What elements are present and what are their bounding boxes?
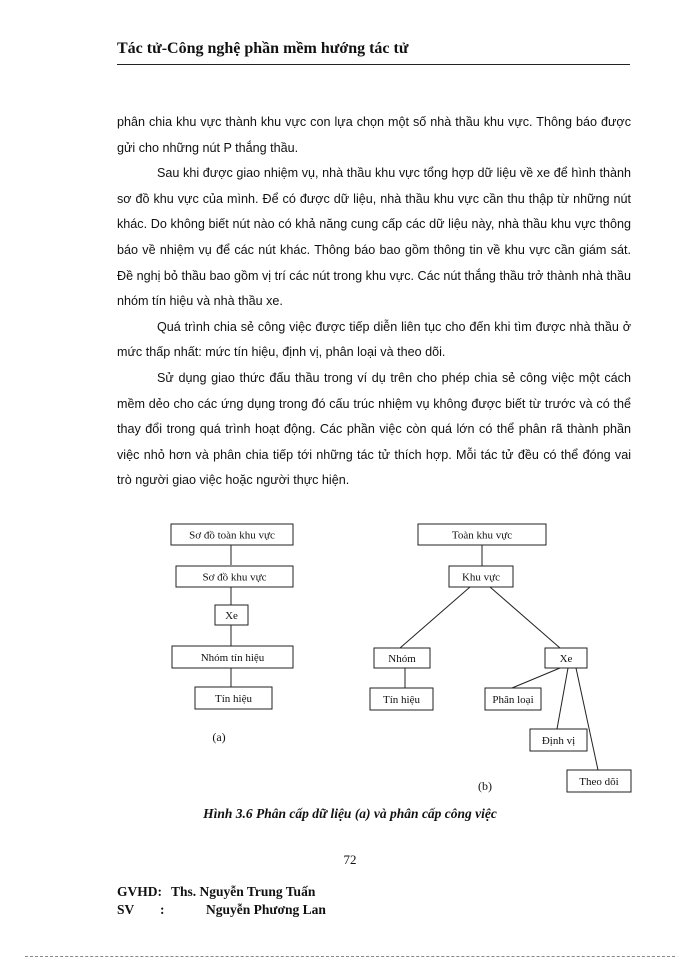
node-a-label-5: Tín hiệu — [215, 693, 252, 705]
node-a-label-3: Xe — [225, 610, 238, 622]
edge-b-xe-theodoi — [576, 668, 598, 770]
footer-gvhd — [117, 884, 315, 900]
footer-sv-sep: : — [160, 902, 165, 917]
node-b-label-5: Tín hiệu — [383, 694, 420, 706]
page-header-title: Tác tử-Công nghệ phần mềm hướng tác tử — [117, 40, 409, 57]
paragraph-3: Quá trình chia sẻ công việc được tiếp diễn liên tục cho đến khi tìm được nhà thầu ở mức thấp nhất: mức tín hiệu, định vị, phân loại và theo dõi. — [117, 319, 631, 360]
edge-b-xe-phanloai — [512, 668, 560, 688]
node-b-label-7: Định vị — [541, 735, 576, 747]
edge-b-khuvuc-xe — [490, 587, 560, 648]
figure-a-label: (a) — [212, 730, 226, 744]
node-b-label-6: Phân loại — [492, 694, 534, 706]
footer-gvhd-key: GVHD: — [117, 884, 162, 899]
node-a-label-2: Sơ đồ khu vực — [202, 571, 267, 584]
page-bottom-rule — [25, 956, 675, 957]
footer-sv-key: SV — [117, 902, 135, 917]
footer-sv-value: Nguyễn Phương Lan — [206, 902, 326, 917]
node-b-label-3: Nhóm — [388, 653, 416, 665]
edge-b-xe-dinhvi — [557, 668, 568, 729]
figure-b-label: (b) — [478, 779, 492, 793]
page-number: 72 — [343, 852, 357, 867]
node-b-label-8: Theo dõi — [579, 776, 619, 788]
node-b-label-2: Khu vực — [461, 571, 501, 584]
node-b-label-1: Toàn khu vực — [451, 529, 513, 542]
figure-caption: Hình 3.6 Phân cấp dữ liệu (a) và phân cấp công việc — [203, 806, 497, 821]
hierarchy-figure — [0, 512, 700, 802]
footer-gvhd-value: Ths. Nguyễn Trung Tuấn — [171, 884, 316, 899]
paragraph-2: Sau khi được giao nhiệm vụ, nhà thầu khu vực tổng hợp dữ liệu về xe để hình thành sơ đồ khu vực của mình. Để có được dữ liệu, nhà thầu khu vực cần thu thập từ những nút khác. Do không biết nút nào có khả năng cung cấp các dữ liệu này, nhà thầu khu vực thông báo về nhiệm vụ để các nút khác. Thông báo bao gồm thông tin về khu vực cần giám sát. Đề nghị bỏ thầu bao gồm vị trí các nút trong khu vực. Các nút thắng thầu trở thành nhà thầu nhóm tín hiệu và nhà thầu xe. — [117, 166, 631, 309]
header-rule — [117, 64, 630, 65]
body-text — [117, 110, 631, 494]
node-b-label-4: Xe — [559, 653, 573, 665]
node-a-label-4: Nhóm tín hiệu — [200, 652, 265, 664]
edge-b-khuvuc-nhom — [400, 587, 470, 648]
paragraph-1: phân chia khu vực thành khu vực con lựa chọn một số nhà thầu khu vực. Thông báo được gửi cho những nút P thắng thầu. — [117, 115, 631, 155]
paragraph-4: Sử dụng giao thức đấu thầu trong ví dụ trên cho phép chia sẻ công việc một cách mềm dẻo cho các ứng dụng trong đó cấu trúc nhiệm vụ không được biết từ trước và có thể thay đổi trong quá trình hoạt động. Các phần việc còn quá lớn có thể phân rã thành phần việc nhỏ hơn và phân chia tiếp tới những tác tử thích hợp. Mỗi tác tử đều có thể đóng vai trò người giao việc hoặc người thực hiện. — [117, 370, 631, 488]
footer-sv — [117, 902, 326, 918]
node-a-label-1: Sơ đồ toàn khu vực — [189, 529, 275, 542]
